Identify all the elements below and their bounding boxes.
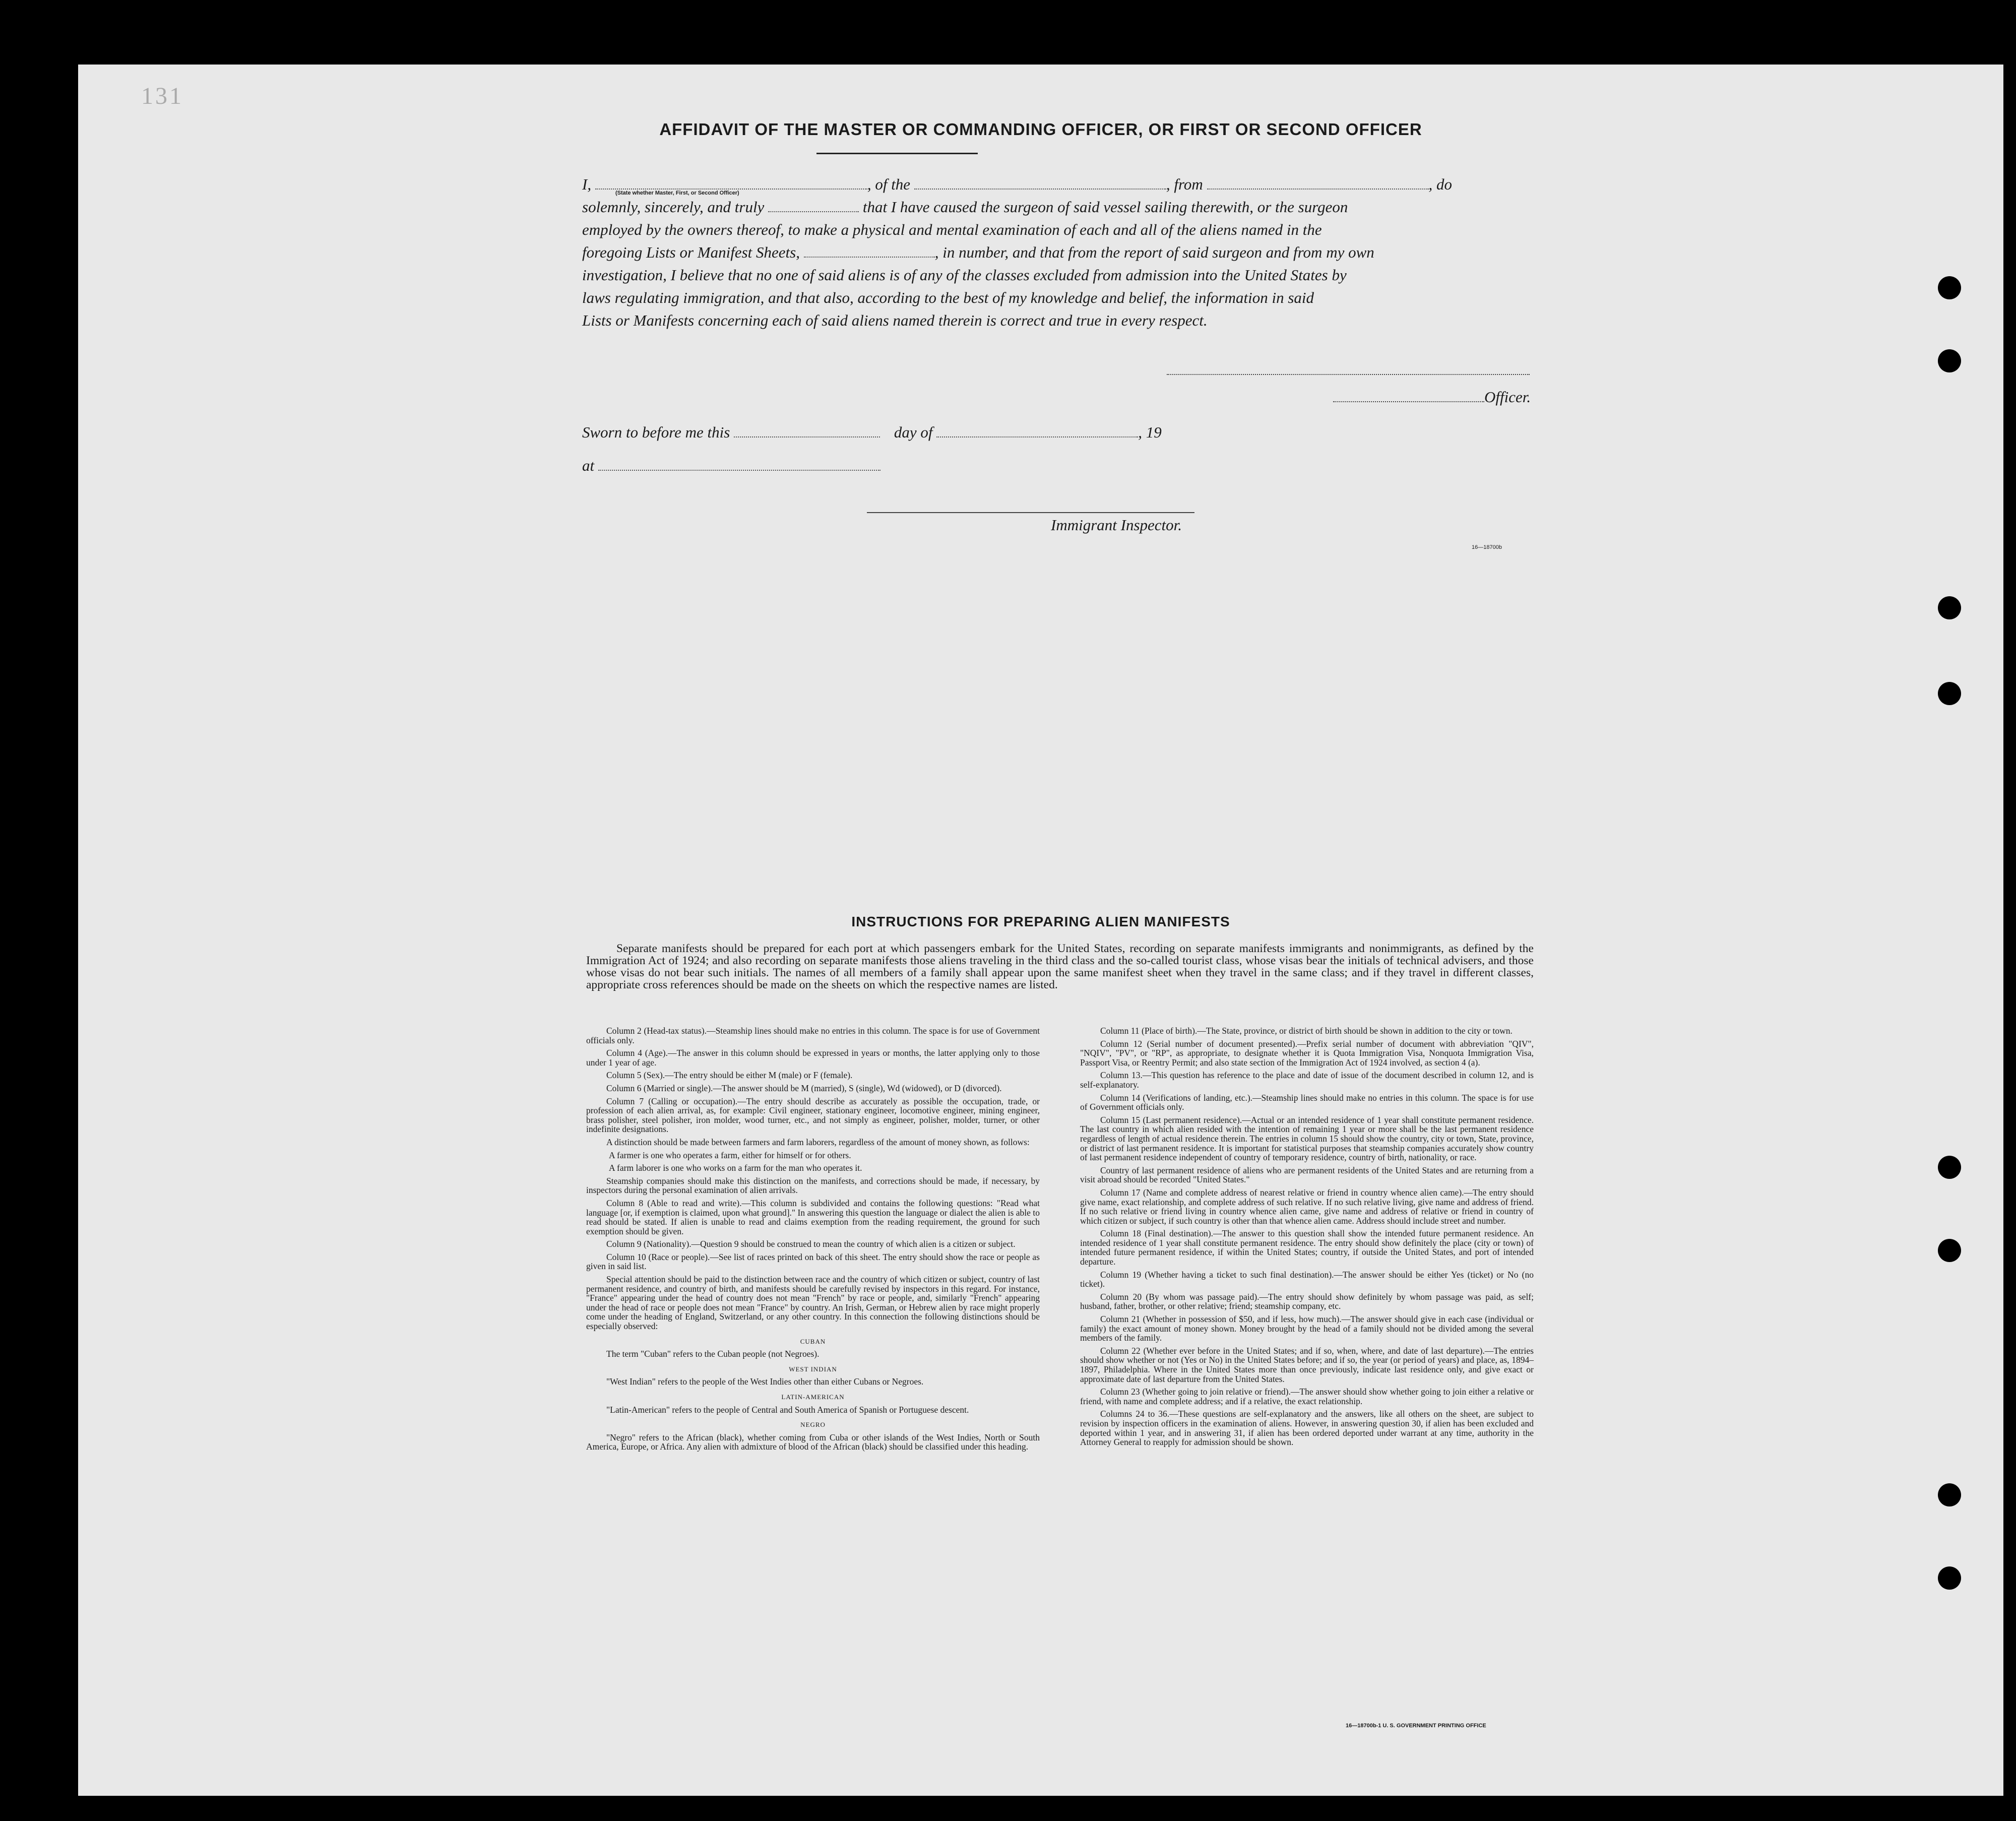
negro-note: "Negro" refers to the African (black), whether coming from Cuba or other islands of the West Indies, North or South America, Europe, or Africa. Any alien with admixture of blood of the African (black) should be classified under this heading. [586,1432,1040,1452]
form-number: 16—18700b [1472,544,1502,550]
affidavit-line-3: employed by the owners thereof, to make a physical and mental examination of each and all of the aliens named in the [582,221,1322,238]
officer-label: Officer. [1484,388,1531,406]
col9-note: Column 9 (Nationality).—Question 9 should be construed to mean the country of which alien is a citizen or subject. [606,1239,1016,1249]
col8-note: Column 8 (Able to read and write).—This column is subdivided and contains the following questions: "Read what language [or, if exemption is claimed, upon what ground]." In answering this question the language or dialect the alien is able to read should be stated. If alien is unable to read and claims exemption from the reading requirement, the ground for such exemption should be given. [586,1198,1040,1236]
col18-note: Column 18 (Final destination).—The answer to this question shall show the intended future permanent residence. An intended residence of 1 year shall constitute permanent residence. The entry should show definitely the place (city or town) of intended future permanent residence, if within the United States; country, if outside the United States, and port of intended departure. [1080,1228,1534,1267]
title-rule [816,153,978,154]
sworn-line: Sworn to before me this day of , 19 [582,423,1162,441]
col5-note: Column 5 (Sex).—The entry should be either M (male) or F (female). [606,1070,853,1081]
affidavit-line-6: laws regulating immigration, and that also, according to the best of my knowledge and belief, the information in said [582,289,1314,306]
special-note: Special attention should be paid to the distinction between race and the country of which citizen or subject, country of last permanent residence, and country of birth, and manifests should be carefully revised by inspectors in this regard. For instance, "France" appearing under the head of country does not mean "French" by race or people, and, similarly "French" appearing under the head of race or people does not mean "France" by country. An Irish, German, or Hebrew alien by race might properly come under the heading of England, Switzerland, or any other country. In this connection the following distinctions should be especially observed: [586,1274,1040,1332]
vessel-name-blank[interactable] [914,178,1166,190]
west-indian-heading: WEST INDIAN [789,1365,837,1373]
col21-note: Column 21 (Whether in possession of $50, and if less, how much).—The answer should give in each case (individual or family) the exact amount of money shown. Money brought by the head of a family should not be divided among the several members of the family. [1080,1314,1534,1343]
affidavit-line-5: investigation, I believe that no one of said aliens is of any of the classes excluded from admission into the United States by [582,266,1347,284]
binder-hole [1938,349,1961,372]
col4-note: Column 4 (Age).—The answer in this column should be expressed in years or months, the latter applying only to those under 1 year of age. [586,1048,1040,1068]
col14-note: Column 14 (Verifications of landing, etc.).—Steamship lines should make no entries in this column. The space is for use of Government officials only. [1080,1092,1534,1112]
farm-note: A distinction should be made between farmers and farm laborers, regardless of the amount of money shown, as follows: [606,1137,1030,1147]
col19-note: Column 19 (Whether having a ticket to such final destination).—The answer should be either Yes (ticket) or No (no ticket). [1080,1269,1534,1289]
col22-note: Column 22 (Whether ever before in the United States; and if so, when, where, and date of last departure).—The entries should show whether or not (Yes or No) in the United States before; and if so, the year (or period of years) and place, as, 1894–1897, Philadelphia. Where in the United States more than once previously, indicate last residence only, and give exact or approximate date of last departure from the United States. [1080,1345,1534,1384]
document-sheet [78,65,2003,1796]
binder-hole [1938,276,1961,299]
instructions-left-column [586,1026,1040,1455]
inspector-label: Immigrant Inspector. [1051,516,1182,534]
cuban-note: The term "Cuban" refers to the Cuban people (not Negroes). [606,1349,820,1359]
sworn-month-blank[interactable] [936,426,1138,437]
officer-line[interactable] [1333,401,1484,402]
at-line: at [582,457,880,475]
col2-note: Column 2 (Head-tax status).—Steamship lines should make no entries in this column. The space is for use of Government officials only. [586,1026,1040,1045]
col12-note: Column 12 (Serial number of document presented).—Prefix serial number of document with abbreviation "QIV", "NQIV", "PV", or "RP", as appropriate, to designate whether it is Quota Immigration Visa, Nonquota Immigration Visa, Passport Visa, or Reentry Permit; and also state section of the Immigration Act of 1924 involved, as section 4 (a). [1080,1038,1534,1068]
affidavit-line-2: solemnly, sincerely, and truly that I have caused the surgeon of said vessel sailing therewith, or the surgeon [582,198,1348,216]
signature-line[interactable] [1167,374,1530,375]
steamship-note: Steamship companies should make this distinction on the manifests, and corrections should be made, if necessary, by inspectors during the personal examination of alien arrivals. [586,1175,1040,1196]
instructions-intro: Separate manifests should be prepared for each port at which passengers embark for the United States, recording on separate manifests immigrants and nonimmigrants, as defined by the Immigration Act of 1924; and also recording on separate manifests those aliens traveling in the third class and the so-called tourist class, whose visas bear the initials of technical advisers, and those whose visas do not bear such initials. The names of all members of a family shall appear upon the same manifest sheet when they travel in the same class; and if they travel in different classes, appropriate cross references should be made on the sheets on which the respective names are listed. [586,942,1534,991]
affidavit-line-4: foregoing Lists or Manifest Sheets, , in number, and that from the report of said surgeon and from my own [582,243,1374,261]
binder-hole [1938,1566,1961,1590]
affidavit-title: AFFIDAVIT OF THE MASTER OR COMMANDING OFFICER, OR FIRST OR SECOND OFFICER [659,120,1422,139]
corner-mark: 131 [141,83,183,109]
laborer-note: A farm laborer is one who works on a farm for the man who operates it. [609,1163,862,1173]
affidavit-line-1: I, , of the , from , do [582,175,1452,193]
col23-note: Column 23 (Whether going to join relative or friend).—The answer should show whether going to join either a relative or friend, with name and complete address; and if a relative, the exact relationship. [1080,1387,1534,1406]
instructions-title: INSTRUCTIONS FOR PREPARING ALIEN MANIFESTS [851,914,1230,929]
inspector-signature-line[interactable] [867,512,1194,513]
col7-note: Column 7 (Calling or occupation).—The entry should describe as accurately as possible the occupation, trade, or profession of each alien arrival, as, for example: Civil engineer, stationary engineer, locomotive engineer, mining engineer, brass polisher, steel polisher, iron molder, wood turner, etc., and not simply as engineer, polisher, molder, turner, or other indefinite designations. [586,1096,1040,1135]
negro-heading: NEGRO [800,1421,826,1429]
at-place-blank[interactable] [598,460,880,471]
oath-type-blank[interactable] [768,201,859,212]
farmer-note: A farmer is one who operates a farm, either for himself or for others. [609,1150,851,1160]
binder-hole [1938,1156,1961,1179]
col6-note: Column 6 (Married or single).—The answer should be M (married), S (single), Wd (widowed), or D (divorced). [606,1083,1002,1093]
country-note: Country of last permanent residence of aliens who are permanent residents of the United States and are returning from a visit abroad should be recorded "United States." [1080,1165,1534,1185]
col13-note: Column 13.—This question has reference to the place and date of issue of the document described in column 12, and is self-explanatory. [1080,1070,1534,1090]
latin-american-heading: LATIN-AMERICAN [781,1393,845,1401]
binder-hole [1938,596,1961,619]
binder-hole [1938,682,1961,705]
affidavit-line-7: Lists or Manifests concerning each of said aliens named therein is correct and true in every respect. [582,311,1208,329]
col10-note: Column 10 (Race or people).—See list of races printed on back of this sheet. The entry should show the race or people as given in said list. [586,1251,1040,1272]
col11-note: Column 11 (Place of birth).—The State, province, or district of birth should be shown in addition to the city or town. [1100,1026,1513,1036]
col17-note: Column 17 (Name and complete address of nearest relative or friend in country whence alien came).—The entry should give name, exact relationship, and complete address of such relative. If no such relative living, give name and address of friend. If no such relative or friend living in country whence alien came, give name and address of relative or friend in country of which citizen or subject, if such country is other than that whence alien came. Address should include street and number. [1080,1187,1534,1226]
officer-rank-blank[interactable] [595,178,867,190]
port-blank[interactable] [1207,178,1429,190]
west-indian-note: "West Indian" refers to the people of the West Indies other than either Cubans or Negroes. [606,1376,924,1387]
binder-hole [1938,1239,1961,1262]
sheet-count-blank[interactable] [804,246,935,258]
cuban-heading: CUBAN [800,1337,826,1345]
instructions-right-column [1080,1026,1534,1451]
col20-note: Column 20 (By whom was passage paid).—The entry should show definitely by whom passage was paid, as self; husband, father, brother, or other relative; friend; steamship company, etc. [1080,1291,1534,1311]
sworn-day-blank[interactable] [734,426,880,437]
latin-american-note: "Latin-American" refers to the people of Central and South America of Spanish or Portuguese descent. [606,1404,969,1415]
col15-note: Column 15 (Last permanent residence).—Actual or an intended residence of 1 year shall constitute permanent residence. The last country in which alien resided with the intention of remaining 1 year or more shall be the last permanent residence regardless of length of actual residence therein. The entries in column 15 should show the country, city or town, State, province, or district of last permanent residence. It is important for statistical purposes that steamship companies accurately show country of last permanent residence independent of country of temporary residence, country of birth, nationality, or race. [1080,1114,1534,1163]
rank-note: (State whether Master, First, or Second Officer) [615,190,739,196]
binder-hole [1938,1483,1961,1506]
affidavit-body [582,173,1530,332]
col24-note: Columns 24 to 36.—These questions are self-explanatory and the answers, like all others on the sheet, are subject to revision by inspection officers in the examination of aliens. However, in answering question 30, if alien has been excluded and deported within 1 year, and in answering 31, if alien has been ordered deported under warrant at any time, authority in the Attorney General to reapply for admission should be shown. [1080,1409,1534,1448]
printing-office-footer: 16—18700b-1 U. S. GOVERNMENT PRINTING OFFICE [1346,1723,1486,1729]
